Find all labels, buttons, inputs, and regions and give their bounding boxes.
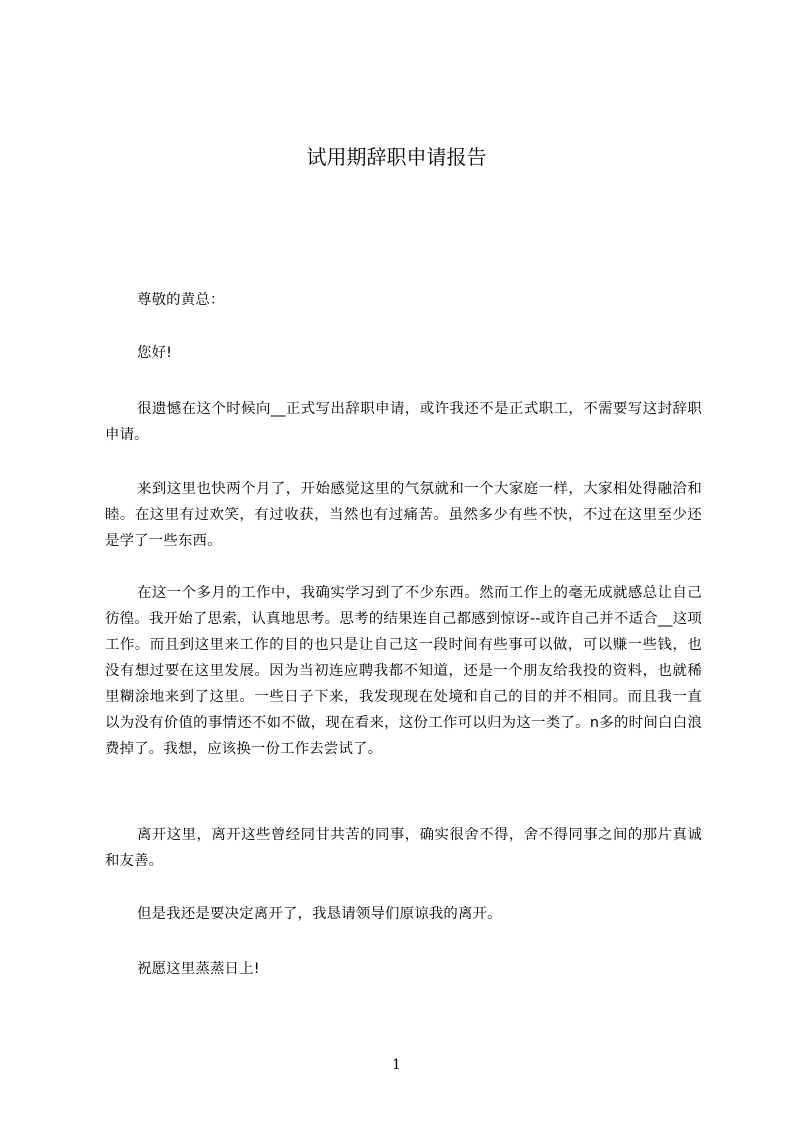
document-title: 试用期辞职申请报告	[306, 145, 487, 169]
page-number: 1	[392, 1057, 401, 1073]
body-paragraph-1: 很遗憾在这个时候向__正式写出辞职申请，或许我还不是正式职工，不需要写这封辞职申请。	[105, 401, 702, 443]
salutation: 尊敬的黄总：	[137, 292, 225, 308]
body-paragraph-2: 来到这里也快两个月了，开始感觉这里的气氛就和一个大家庭一样，大家相处得融洽和睦。在这里有过欢笑，有过收获，当然也有过痛苦。虽然多少有些不快，不过在这里至少还是学了一些东西。	[105, 481, 702, 549]
body-paragraph-4: 离开这里，离开这些曾经同甘共苦的同事，确实很舍不得，舍不得同事之间的那片真诚和友善。	[105, 827, 702, 869]
body-paragraph-3: 在这一个多月的工作中，我确实学习到了不少东西。然而工作上的毫无成就感总让自己彷徨。我开始了思索，认真地思考。思考的结果连自己都感到惊讶--或许自己并不适合__这项工作。而且到这里来工作的目的也只是让自己这一段时间有些事可以做，可以赚一些钱，也没有想过要在这里发展。因为当初连应聘我都不知道，还是一个朋友给我投的资料，也就稀里糊涂地来到了这里。一些日子下来，我发现现在处境和自己的目的并不相同。而且我一直以为没有价值的事情还不如不做，现在看来，这份工作可以归为这一类了。n多的时间白白浪费掉了。我想，应该换一份工作去尝试了。	[105, 585, 702, 757]
body-paragraph-5: 但是我还是要决定离开了，我恳请领导们原谅我的离开。	[137, 906, 502, 922]
closing-wish: 祝愿这里蒸蒸日上!	[137, 961, 260, 977]
greeting: 您好!	[137, 345, 173, 361]
